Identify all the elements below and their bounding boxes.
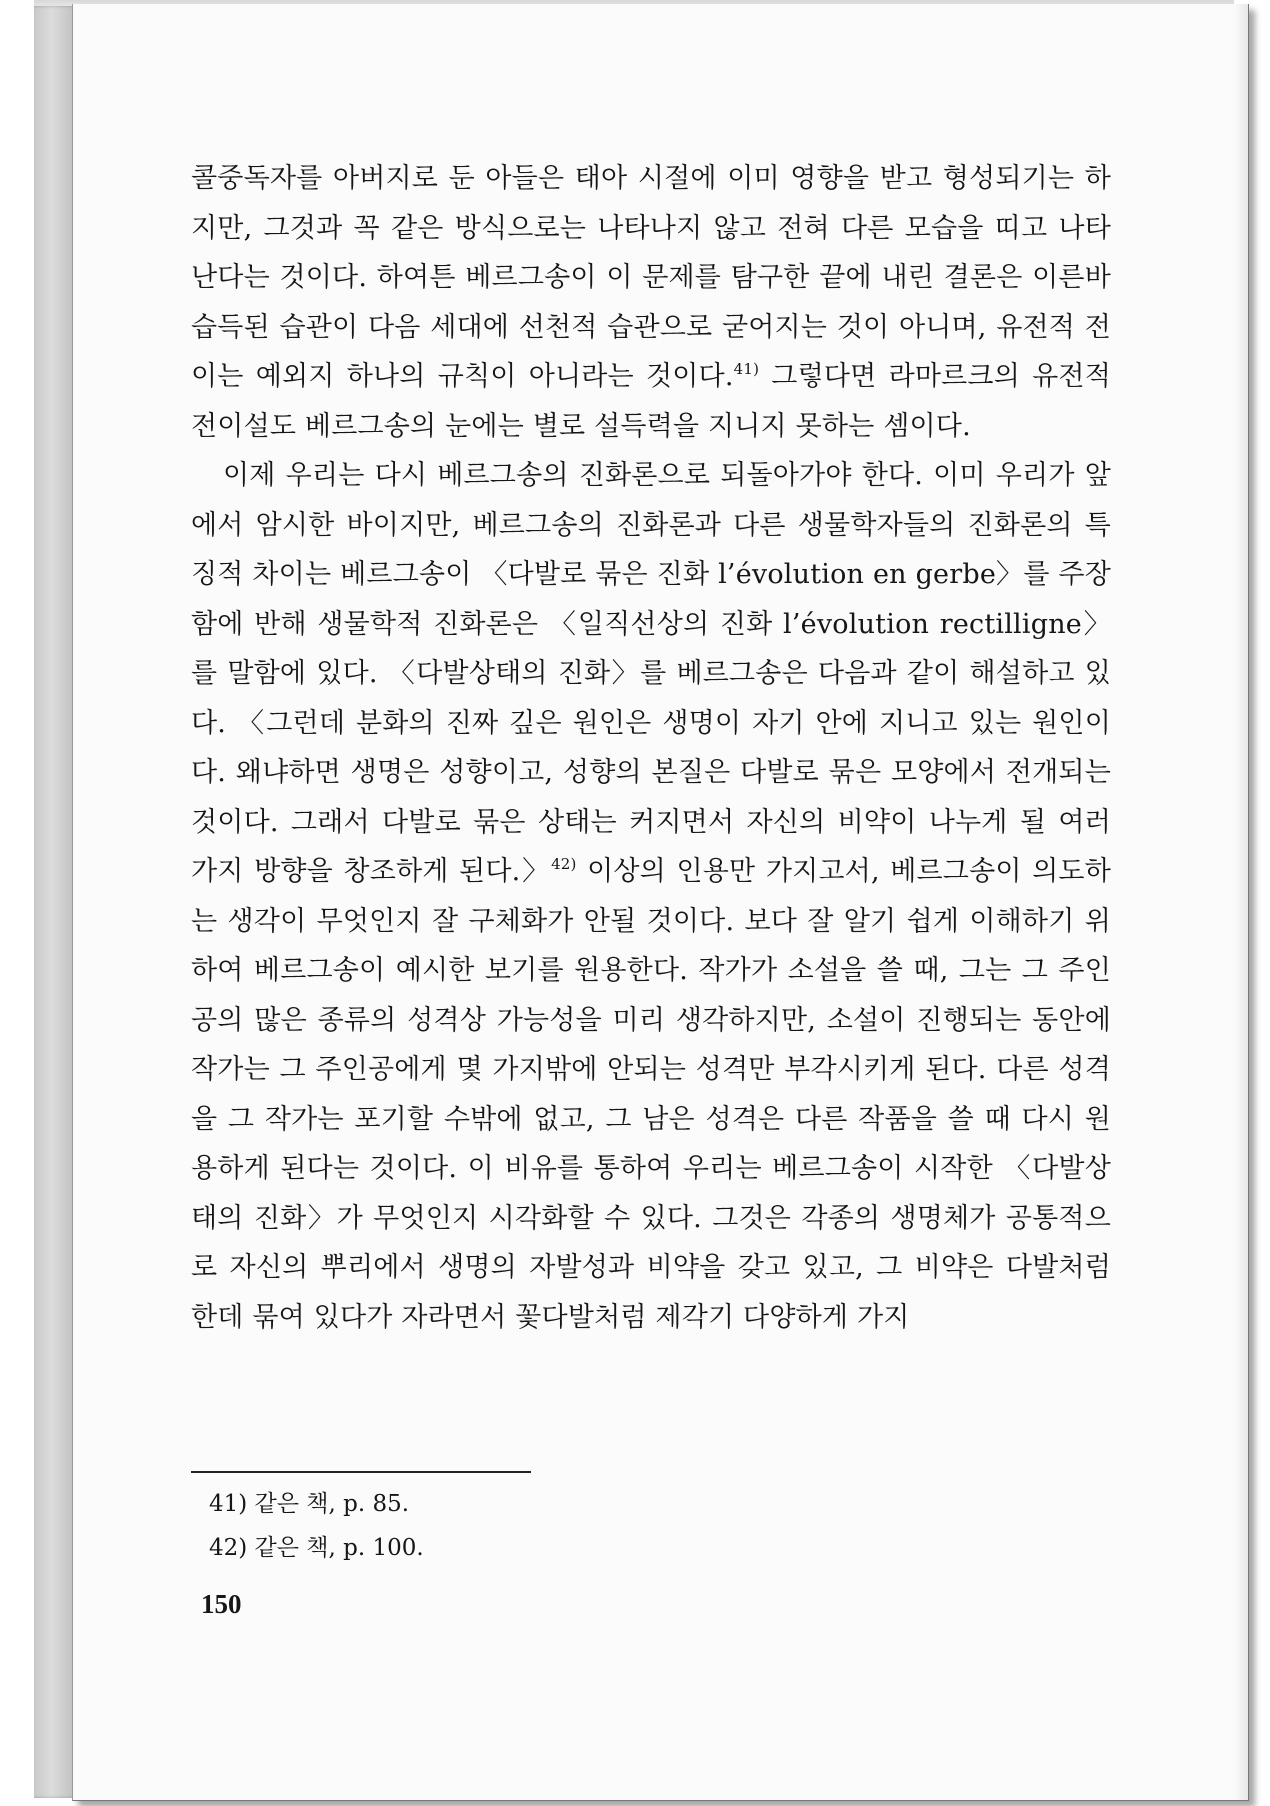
body-text [191,154,1111,1342]
paragraph-2-text: 이제 우리는 다시 베르그송의 진화론으로 되돌아가야 한다. 이미 우리가 앞에서 암시한 바이지만, 베르그송의 진화론과 다른 생물학자들의 진화론의 특징적 차이는 베르그송이 〈다발로 묶은 진화 l’évolution en gerbe〉를 주장함에 반해 생물학적 진화론은 〈일직선상의 진화 l’évolution rectilligne〉를 말함에 있다. 〈다발상태의 진화〉를 베르그송은 다음과 같이 해설하고 있다. 〈그런데 분화의 진짜 깊은 원인은 생명이 자기 안에 지니고 있는 원인이다. 왜냐하면 생명은 성향이고, 성향의 본질은 다발로 묶은 모양에서 전개되는 것이다. 그래서 다발로 묶은 상태는 커지면서 자신의 비약이 나누게 될 여러 가지 방향을 창조하게 된다.〉 [191,460,1111,887]
paragraph-1-rest: 그렇다면 라마르크의 유전적 전이설도 베르그송의 눈에는 별로 설득력을 지니지 못하는 셈이다. [191,361,1111,442]
paragraph-2 [191,451,1111,1342]
paragraph-1 [191,154,1111,451]
paragraph-1-text: 콜중독자를 아버지로 둔 아들은 태아 시절에 이미 영향을 받고 형성되기는 하지만, 그것과 꼭 같은 방식으로는 나타나지 않고 전혀 다른 모습을 띠고 나타난다는 것이다. 하여튼 베르그송이 이 문제를 탐구한 끝에 내린 결론은 이른바 습득된 습관이 다음 세대에 선천적 습관으로 굳어지는 것이 아니며, 유전적 전이는 예외지 하나의 규칙이 아니라는 것이다. [191,163,1111,392]
book-page [72,4,1249,1801]
footnote-ref-42: 42) [551,855,577,873]
footnote-ref-41: 41) [733,360,760,378]
page-shadow [1234,4,1248,1800]
footnote-divider [191,1471,531,1473]
paragraph-2-rest: 이상의 인용만 가지고서, 베르그송이 의도하는 생각이 무엇인지 잘 구체화가 안될 것이다. 보다 잘 알기 쉽게 이해하기 위하여 베르그송이 예시한 보기를 원용한다. 작가가 소설을 쓸 때, 그는 그 주인공의 많은 종류의 성격상 가능성을 미리 생각하지만, 소설이 진행되는 동안에 작가는 그 주인공에게 몇 가지밖에 안되는 성격만 부각시키게 된다. 다른 성격을 그 작가는 포기할 수밖에 없고, 그 남은 성격은 다른 작품을 쓸 때 다시 원용하게 된다는 것이다. 이 비유를 통하여 우리는 베르그송이 시작한 〈다발상태의 진화〉가 무엇인지 시각화할 수 있다. 그것은 각종의 생명체가 공통적으로 자신의 뿌리에서 생명의 자발성과 비약을 갖고 있고, 그 비약은 다발처럼 한데 묶여 있다가 자라면서 꽃다발처럼 제각기 다양하게 가지 [191,856,1111,1333]
footnotes [209,1482,424,1570]
page-number: 150 [201,1589,242,1619]
footnote-41: 41) 같은 책, p. 85. [209,1491,410,1517]
footnote-42: 42) 같은 책, p. 100. [209,1535,424,1561]
